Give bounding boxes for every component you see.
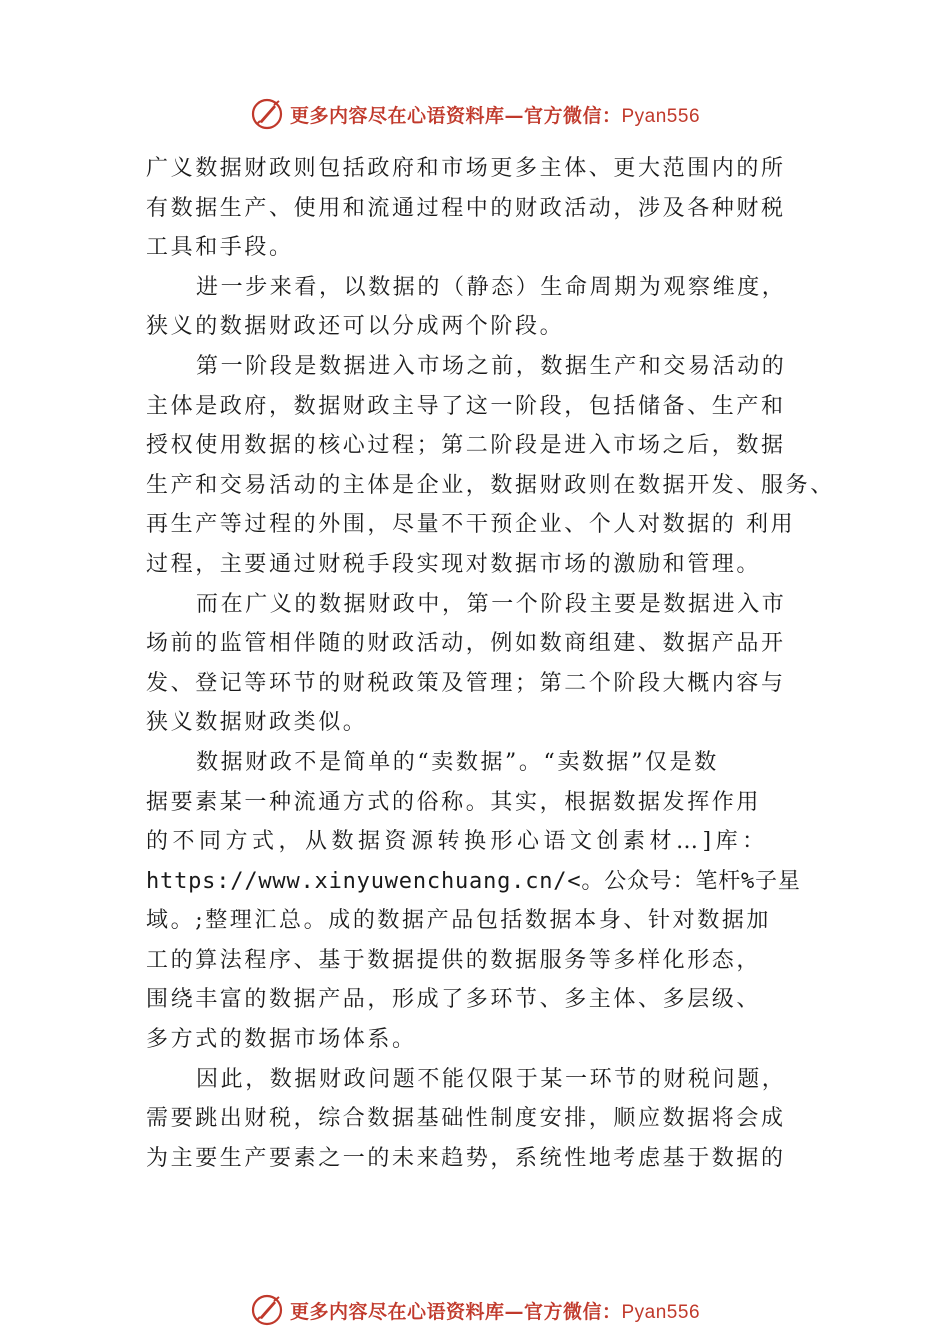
body-line-25: 需要跳出财税，综合数据基础性制度安排，顺应数据将会成: [146, 1106, 786, 1132]
body-line-6: 第一阶段是数据进入市场之前，数据生产和交易活动的: [196, 353, 787, 379]
body-line-17: 据要素某一种流通方式的俗称。其实，根据数据发挥作用: [146, 789, 762, 815]
body-line-22: 围绕丰富的数据产品，形成了多环节、多主体、多层级、: [146, 987, 762, 1013]
footer-banner: [0, 1290, 950, 1330]
body-line-12: 而在广义的数据财政中，第一个阶段主要是数据进入市: [196, 591, 787, 617]
quill-logo-icon: [250, 1293, 284, 1327]
body-line-13: 场前的监管相伴随的财政活动，例如数商组建、数据产品开: [146, 631, 786, 657]
body-line-5: 狭义的数据财政还可以分成两个阶段。: [146, 314, 565, 340]
body-line-15: 狭义数据财政类似。: [146, 710, 368, 736]
body-line-7: 主体是政府，数据财政主导了这一阶段，包括储备、生产和: [146, 393, 786, 419]
body-line-3: 工具和手段。: [146, 235, 294, 261]
body-line-23: 多方式的数据市场体系。: [146, 1027, 417, 1053]
footer-banner-text: 更多内容尽在心语资料库—官方微信：Pyan556: [289, 1300, 701, 1323]
body-line-19-url: https://www.xinyuwenchuang.cn/<。公众号：笔杆%子星: [146, 868, 801, 894]
body-line-21: 工的算法程序、基于数据提供的数据服务等多样化形态，: [146, 947, 762, 973]
footer-wechat-id: Pyan556: [621, 1301, 701, 1323]
header-wechat-id: Pyan556: [621, 105, 701, 127]
body-line-26: 为主要生产要素之一的未来趋势，系统性地考虑基于数据的: [146, 1145, 786, 1171]
header-banner-text: 更多内容尽在心语资料库—官方微信：Pyan556: [289, 104, 701, 127]
document-body: [146, 149, 846, 1178]
body-line-14: 发、登记等环节的财税政策及管理；第二个阶段大概内容与: [146, 670, 786, 696]
body-line-10: 再生产等过程的外围，尽量不干预企业、个人对数据的 利用: [146, 512, 796, 538]
body-line-9: 生产和交易活动的主体是企业，数据财政则在数据开发、服务、: [146, 472, 835, 498]
body-line-20: 域。;整理汇总。成的数据产品包括数据本身、针对数据加: [146, 908, 772, 934]
body-line-18: 的不同方式，从数据资源转换形心语文创素材…]库：: [146, 829, 769, 855]
body-line-24: 因此，数据财政问题不能仅限于某一环节的财税问题，: [196, 1066, 787, 1092]
quill-logo-icon: [250, 97, 284, 131]
body-line-4: 进一步来看，以数据的（静态）生命周期为观察维度，: [196, 274, 787, 300]
header-banner: [0, 94, 950, 134]
body-line-1: 广义数据财政则包括政府和市场更多主体、更大范围内的所: [146, 156, 786, 181]
body-line-16: 数据财政不是简单的“卖数据”。“卖数据”仅是数: [196, 749, 719, 775]
body-line-11: 过程，主要通过财税手段实现对数据市场的激励和管理。: [146, 551, 762, 577]
body-line-2: 有数据生产、使用和流通过程中的财政活动，涉及各种财税: [146, 195, 786, 221]
body-line-8: 授权使用数据的核心过程；第二阶段是进入市场之后，数据: [146, 433, 786, 459]
